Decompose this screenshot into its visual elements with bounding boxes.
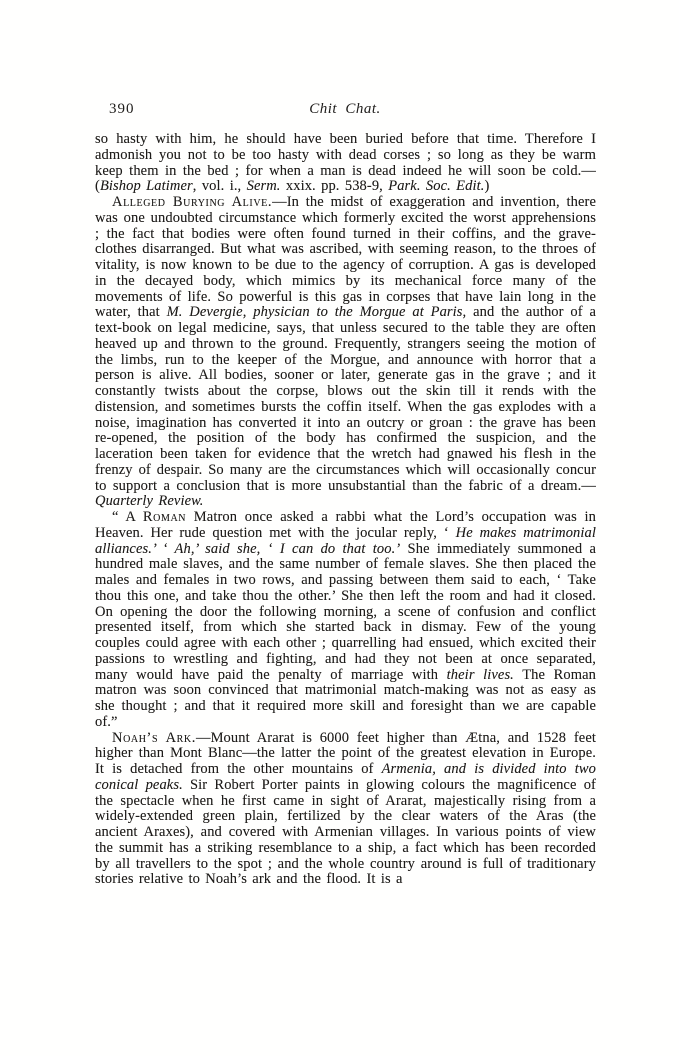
text-segment: xxix. pp. 538-9, (280, 178, 389, 195)
running-title: Chit Chat. (309, 101, 381, 117)
section-heading-alleged-burying-alive: Alleged Burying Alive. (112, 194, 273, 210)
section-heading-noahs-ark: Noah’s Ark. (112, 729, 196, 746)
text-segment-emphasis: their lives. (446, 666, 514, 683)
text-segment: ) (484, 178, 490, 195)
paragraph-bishop-latimer (95, 132, 596, 195)
text-segment-citation: Bishop Latimer (99, 178, 193, 195)
text-segment: “ A (112, 509, 143, 525)
running-head (95, 101, 595, 121)
page-body (95, 132, 596, 888)
text-segment: The Roman matron was soon convinced that matrimonial match-making was not as easy as she thought ; and that it required more skill and foresight than we are capable of.” (95, 666, 596, 730)
paragraph-roman-matron (95, 510, 596, 731)
paragraph-alleged-burying-alive (95, 195, 596, 510)
text-segment: She immediately summoned a hundred male slaves, and the same number of female slaves. She then placed the males and females in two rows, and passing between them said to each, ‘ Take thou this one, and take thou the other.’ She then left the room and had it closed. On opening the door the following morning, a scene of confusion and conflict presented itself, from which she started back in dismay. Few of the young couples could agree with each other ; quarrelling had ensued, which excited their passions to wrestling and fighting, and had they not been at once separated, many would have paid the penalty of marriage with (95, 540, 596, 683)
text-segment-source: Quarterly Review. (95, 493, 204, 510)
text-segment-smallcaps: Roman (142, 509, 187, 525)
text-segment: Matron once asked a rabbi what the Lord’s occupation was in Heaven. Her rude question met with the jocular reply, ‘ (95, 509, 596, 541)
text-segment-citation: Park. Soc. Edit. (388, 178, 485, 195)
text-segment: —In the midst of exaggeration and invention, there was one undoubted circumstance which formerly excited the worst apprehensions ; the fact that bodies were often found turned in their coffins, and the grave-clothes disarranged. But what was ascribed, with seeming reason, to the throes of vitality, is now known to be due to the agency of corruption. A gas is developed in the decayed body, which mimics by its mechanical force many of the movements of life. So powerful is this gas in corpses that have lain long in the water, that (95, 194, 596, 321)
text-segment: Sir Robert Porter paints in glowing colours the magnificence of the spectacle when he first came in sight of Ararat, majestically rising from a widely-extended green plain, fertilized by the clear waters of the Aras (the ancient Araxes), and covered with Armenian villages. In various points of view the summit has a striking resemblance to a ship, a fact which has been recorded by all travellers to the spot ; and the whole country around is full of traditionary stories relative to Noah’s ark and the flood. It is a (95, 776, 596, 888)
text-segment: —Mount Ararat is 6000 feet higher than Ætna, and 1528 feet higher than Mont Blanc—the latter the point of the greatest elevation in Europe. It is detached from the other mountains of (95, 729, 596, 777)
paragraph-noahs-ark (95, 731, 596, 889)
text-segment: so hasty with him, he should have been buried before that time. Therefore I admonish you not to be too hasty with dead corses ; so long as they be warm keep them in the bed ; for when a man is dead indeed he will soon be cold.—( (95, 131, 596, 195)
text-segment: and the author of a text-book on legal medicine, says, that unless secured to the table they are often heaved up and thrown to the ground. Frequently, strangers seeing the motion of the limbs, run to the keeper of the Morgue, and announce with horror that a person is alive. All bodies, sooner or later, generate gas in the grave ; and it constantly twists about the corpse, blows out the skin till it rends with the distension, and sometimes bursts the coffin itself. When the gas explodes with a noise, imagination has converted it into an outcry or groan : the grave has been re-opened, the position of the body has confirmed the suspicion, and the laceration been taken for evidence that the wretch had gnawed his flesh in the frenzy of despair. So many are the circumstances which will occasionally concur to support a conclusion that is more unsubstantial than the fabric of a dream.— (95, 304, 596, 494)
text-segment: , vol. i., (192, 178, 247, 195)
text-segment-emphasis: Armenia, and is divided into two conical peaks. (95, 761, 596, 793)
page-number: 390 (109, 101, 135, 117)
text-segment-emphasis: M. Devergie, physician to the Morgue at Paris, (166, 304, 467, 321)
text-segment-quote: He makes matrimonial alliances.’ ‘ Ah,’ said she, ‘ I can do that too.’ (95, 524, 597, 557)
text-segment-citation: Serm. (246, 178, 281, 195)
